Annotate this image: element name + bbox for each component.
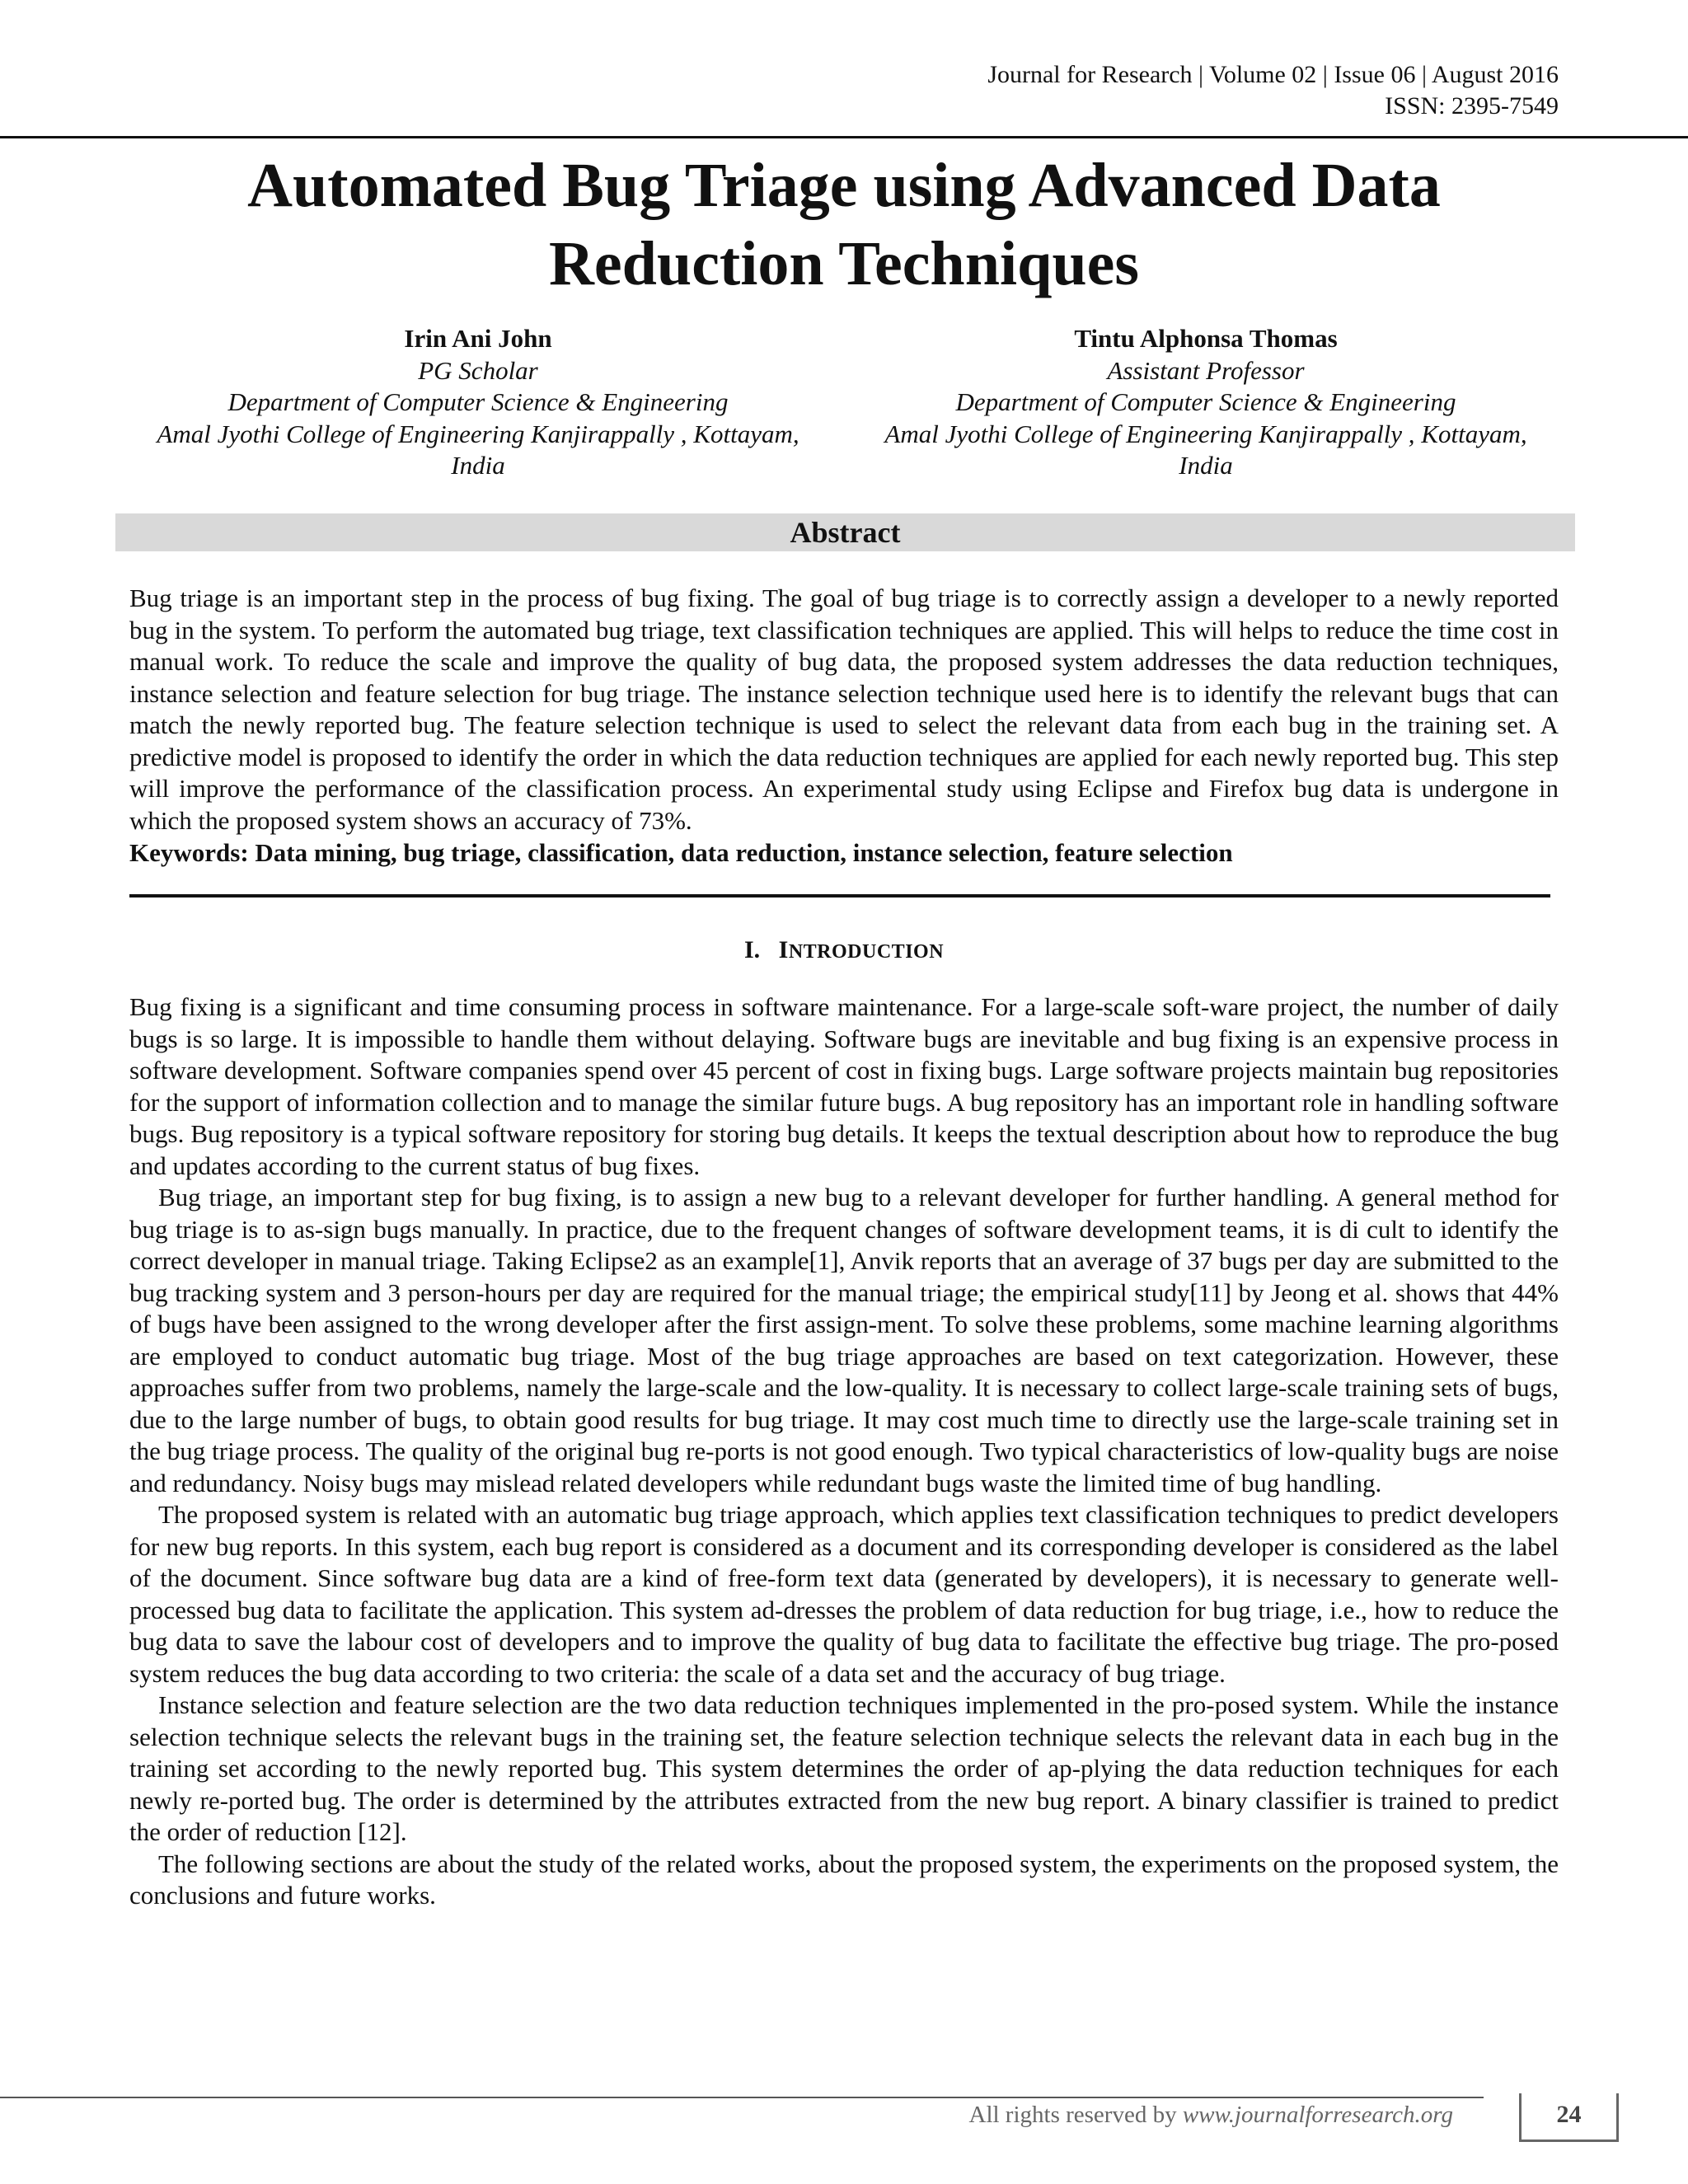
author-block-2 xyxy=(843,323,1568,482)
journal-header xyxy=(987,59,1559,122)
keywords: Keywords: Data mining, bug triage, classification, data reduction, instance selection, feature selection xyxy=(129,838,1233,867)
footer-rights xyxy=(969,2100,1454,2130)
author-position: PG Scholar xyxy=(418,355,538,385)
paragraph: Bug triage, an important step for bug fixing, is to assign a new bug to a relevant developer for further handling. A general method for bug triage is to as-sign bugs manually. In practice, due to the frequent changes of software development teams, it is di cult to identify the correct developer in manual triage. Taking Eclipse2 as an example[1], Anvik reports that an average of 37 bugs per day are submitted to the bug tracking system and 3 person-hours per day are required for the manual triage; the empirical study[11] by Jeong et al. shows that 44% of bugs have been assigned to the wrong developer after the first assign-ment. To solve these problems, some machine learning algorithms are employed to conduct automatic bug triage. Most of the bug triage approaches are based on text categorization. However, these approaches suffer from two problems, namely the large-scale and the low-quality. It is necessary to collect large-scale training sets of bugs, due to the large number of bugs, to obtain good results for bug triage. It may cost much time to directly use the large-scale training set in the bug triage process. The quality of the original bug re-ports is not good enough. Two typical characteristics of low-quality bugs are noise and redundancy. Noisy bugs may mislead related developers while redundant bugs waste the limited time of bug handling. xyxy=(129,1183,1559,1497)
author-position: Assistant Professor xyxy=(1107,355,1305,385)
abstract-text: Bug triage is an important step in the process of bug fixing. The goal of bug triage is to correctly assign a developer to a newly reported bug in the system. To perform the automated bug triage, text classification techniques are applied. This will helps to reduce the time cost in manual work. To reduce the scale and improve the quality of bug data, the proposed system addresses the data reduction techniques, instance selection and feature selection for bug triage. The instance selection technique used here is to identify the relevant bugs that can match the newly reported bug. The feature selection technique is used to select the relevant data from each bug in the training set. A predictive model is proposed to identify the order in which the data reduction techniques are applied for each newly reported bug. This step will improve the performance of the classification process. An experimental study using Eclipse and Firefox bug data is undergone in which the proposed system shows an accuracy of 73%. xyxy=(129,583,1559,835)
author-block-1 xyxy=(115,323,841,482)
rights-text: All rights reserved by xyxy=(968,2102,1183,2128)
abstract-heading: Abstract xyxy=(115,513,1575,551)
journal-url-link[interactable]: www.journalforresearch.org xyxy=(1182,2102,1453,2128)
author-name: Irin Ani John xyxy=(404,324,552,353)
author-country: India xyxy=(1179,451,1233,480)
paragraph: The proposed system is related with an automatic bug triage approach, which applies text classification techniques to predict developers for new bug reports. In this system, each bug report is considered as a document and its corresponding developer is considered as the label of the document. Since software bug data are a kind of free-form text data (generated by developers), it is necessary to generate well-processed bug data to facilitate the application. This system ad-dresses the problem of data reduction for bug triage, i.e., how to reduce the bug data to save the labour cost of developers and to improve the quality of bug data to facilitate the effective bug triage. The pro-posed system reduces the bug data according to two criteria: the scale of a data set and the accuracy of bug triage. xyxy=(129,1500,1559,1688)
issn-line: ISSN: 2395-7549 xyxy=(1385,92,1559,120)
abstract-divider xyxy=(129,894,1550,898)
page-number: 24 xyxy=(1519,2093,1619,2142)
author-name: Tintu Alphonsa Thomas xyxy=(1074,324,1338,353)
header-divider xyxy=(0,136,1688,138)
section-body xyxy=(129,991,1559,1912)
section-number: I. xyxy=(743,936,761,963)
paragraph: Bug fixing is a significant and time consuming process in software maintenance. For a large-scale soft-ware project, the number of daily bugs is so large. It is impossible to handle them without delaying. Software bugs are inevitable and bug fixing is an expensive process in software development. Software companies spend over 45 percent of cost in fixing bugs. Large software projects maintain bug repositories for the support of information collection and to manage the similar future bugs. A bug repository has an important role in handling software bugs. Bug repository is a typical software repository for storing bug details. It keeps the textual description about how to reproduce the bug and updates according to the current status of bug fixes. xyxy=(129,992,1559,1180)
section-title: INTRODUCTION xyxy=(778,936,945,963)
journal-line: Journal for Research | Volume 02 | Issue 06 | August 2016 xyxy=(987,61,1559,88)
section-heading xyxy=(129,935,1559,968)
paragraph: Instance selection and feature selection are the two data reduction techniques implemented in the pro-posed system. While the instance selection technique selects the relevant bugs in the training set, the feature selection technique selects the relevant data in each bug in the training set according to the newly reported bug. This system determines the order of ap-plying the data reduction techniques for each newly re-ported bug. The order is determined by the attributes extracted from the new bug report. A binary classifier is trained to predict the order of reduction [12]. xyxy=(129,1690,1559,1846)
footer-divider xyxy=(0,2097,1484,2098)
paper-title: Automated Bug Triage using Advanced Data Reduction Techniques xyxy=(247,151,1441,298)
author-affiliation: Amal Jyothi College of Engineering Kanjirappally , Kottayam, xyxy=(884,419,1527,448)
author-department: Department of Computer Science & Engineering xyxy=(227,387,729,416)
paragraph: The following sections are about the study of the related works, about the proposed system, the experiments on the proposed system, the conclusions and future works. xyxy=(129,1849,1559,1910)
author-affiliation: Amal Jyothi College of Engineering Kanjirappally , Kottayam, xyxy=(157,419,799,448)
author-department: Department of Computer Science & Engineering xyxy=(955,387,1456,416)
author-country: India xyxy=(451,451,505,480)
